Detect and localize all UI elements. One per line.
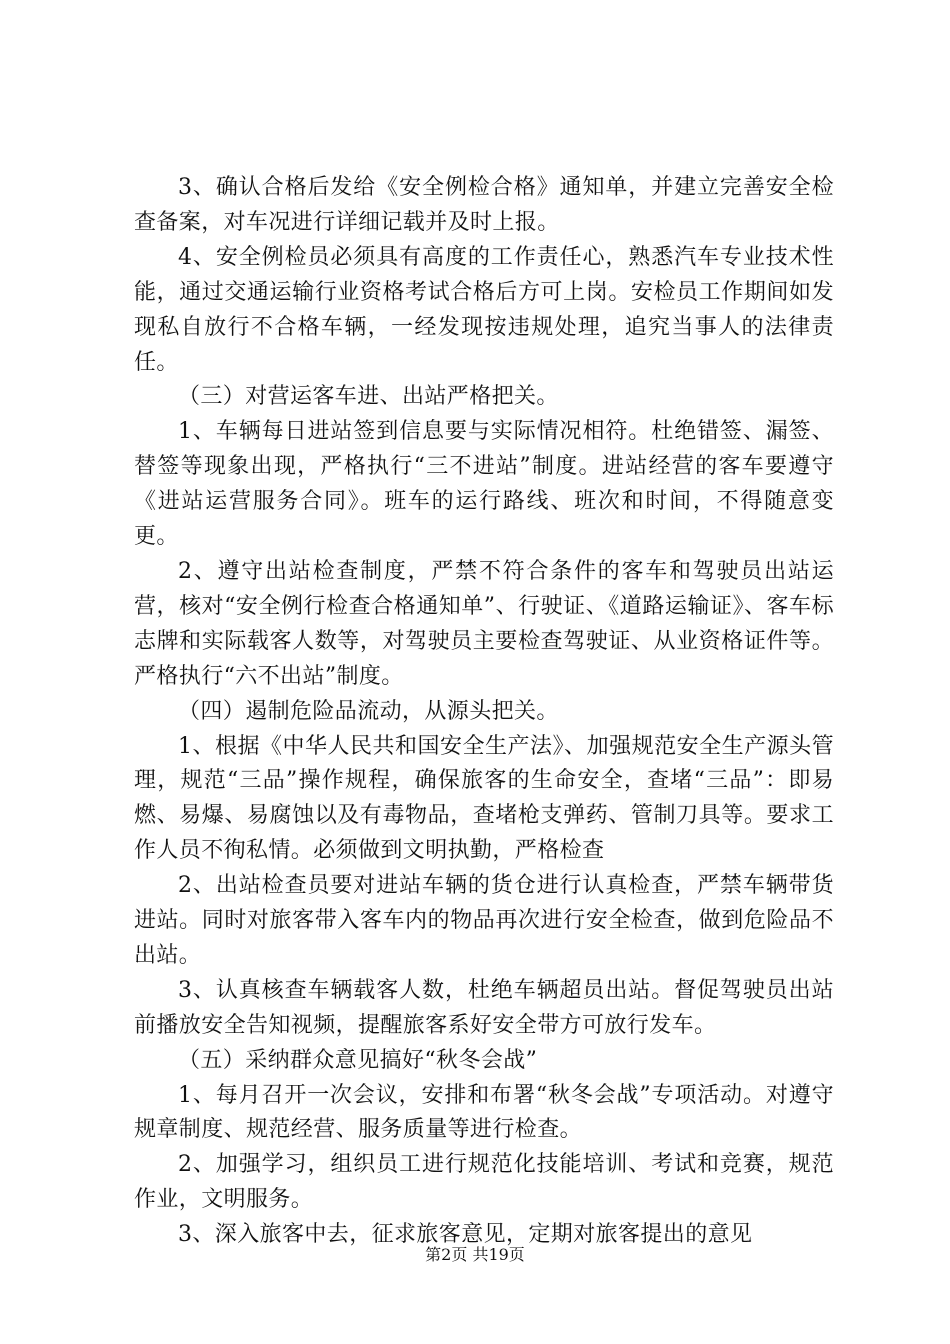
paragraph-item-3-2: 2、遵守出站检查制度，严禁不符合条件的客车和驾驶员出站运营，核对“安全例行检查合格通知单”、行驶证、《道路运输证》、客车标志牌和实际载客人数等，对驾驶员主要检查驾驶证、从业资格证件等。严格执行“六不出站”制度。: [134, 558, 834, 689]
paragraph-item-4: 4、安全例检员必须具有高度的工作责任心，熟悉汽车专业技术性能，通过交通运输行业资格考试合格后方可上岗。安检员工作期间如发现私自放行不合格车辆，一经发现按违规处理，追究当事人的法律责任。: [134, 244, 834, 375]
paragraph-item-5-3: 3、深入旅客中去，征求旅客意见，定期对旅客提出的意见: [178, 1222, 753, 1248]
paragraph-item-4-3: 3、认真核查车辆载客人数，杜绝车辆超员出站。督促驾驶员出站前播放安全告知视频，提醒旅客系好安全带方可放行发车。: [134, 977, 834, 1038]
paragraph-item-5-1: 1、每月召开一次会议，安排和布署“秋冬会战”专项活动。对遵守规章制度、规范经营、服务质量等进行检查。: [134, 1082, 834, 1143]
paragraph-item-5-2: 2、加强学习，组织员工进行规范化技能培训、考试和竞赛，规范作业，文明服务。: [134, 1152, 834, 1213]
section-heading-5: （五）采纳群众意见搞好“秋冬会战”: [178, 1047, 538, 1073]
paragraph-item-3-1: 1、车辆每日进站签到信息要与实际情况相符。杜绝错签、漏签、替签等现象出现，严格执行“三不进站”制度。进站经营的客车要遵守《进站运营服务合同》。班车的运行路线、班次和时间，不得随意变更。: [134, 419, 834, 550]
section-heading-4: （四）遏制危险品流动，从源头把关。: [178, 698, 559, 724]
paragraph-item-4-2: 2、出站检查员要对进站车辆的货仓进行认真检查，严禁车辆带货进站。同时对旅客带入客车内的物品再次进行安全检查，做到危险品不出站。: [134, 873, 834, 968]
document-body: [134, 171, 834, 1253]
paragraph-item-4-1: 1、根据《中华人民共和国安全生产法》、加强规范安全生产源头管理，规范“三品”操作规程，确保旅客的生命安全，查堵“三品”：即易燃、易爆、易腐蚀以及有毒物品，查堵枪支弹药、管制刀具等。要求工作人员不徇私情。必须做到文明执勤，严格检查: [134, 733, 834, 864]
page-number-footer: 第2页 共19页: [425, 1245, 525, 1264]
section-heading-3: （三）对营运客车进、出站严格把关。: [178, 384, 559, 410]
paragraph-item-3: 3、确认合格后发给《安全例检合格》通知单，并建立完善安全检查备案，对车况进行详细记载并及时上报。: [134, 175, 834, 235]
